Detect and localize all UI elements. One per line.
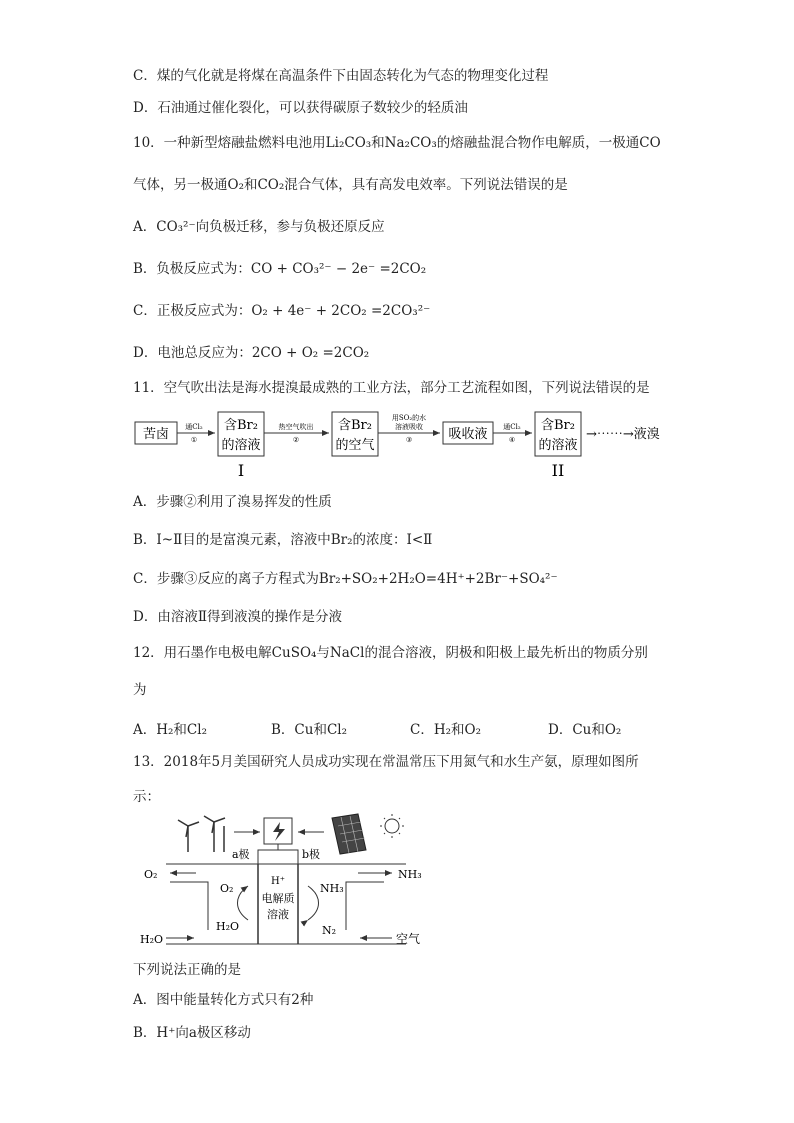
q13-stem-line2: 示：	[133, 789, 160, 805]
solar-panel-icon	[332, 814, 366, 854]
q11-stem: 11．空气吹出法是海水提溴最成熟的工业方法，部分工艺流程如图，下列说法错误的是	[133, 380, 650, 396]
cathode-label: b极	[302, 848, 321, 861]
q9-option-d: D．石油通过催化裂化，可以获得碳原子数较少的轻质油	[133, 100, 468, 116]
flow-roman-1: I	[237, 461, 245, 480]
o2-anode-label: O₂	[220, 882, 234, 895]
q9-option-c: C．煤的气化就是将煤在高温条件下由固态转化为气态的物理变化过程	[133, 68, 549, 84]
q12-option-b: B．Cu和Cl₂	[271, 722, 348, 738]
q11-flow-diagram	[130, 408, 690, 486]
h-plus-label: H⁺	[271, 876, 285, 887]
flow-tail-liquid-bromine: →⋯⋯→液溴	[586, 427, 660, 442]
q12-stem-line1: 12．用石墨作电极电解CuSO₄与NaCl的混合溶液，阴极和阳极上最先析出的物质分别	[133, 645, 648, 661]
q13-electrolysis-diagram	[136, 812, 436, 952]
q12-option-d: D．Cu和O₂	[548, 722, 622, 738]
h2o-in-label: H₂O	[140, 933, 164, 946]
q11-option-d: D．由溶液Ⅱ得到液溴的操作是分液	[133, 609, 342, 625]
flow-box3-line2: 的空气	[335, 438, 375, 453]
flow-step2-label: 热空气吹出	[278, 423, 314, 431]
flow-step4-label: 通Cl₂	[503, 423, 521, 431]
q12-stem-line2: 为	[133, 682, 147, 698]
sun-icon	[380, 814, 404, 838]
q11-option-c: C．步骤③反应的离子方程式为Br₂+SO₂+2H₂O=4H⁺+2Br⁻+SO₄²⁻	[133, 571, 558, 587]
power-source-icon	[264, 818, 292, 844]
anode-label: a极	[232, 848, 250, 861]
flow-step1-label: 通Cl₂	[185, 423, 203, 431]
flow-step1-num: ①	[190, 436, 198, 444]
nh3-cathode-label: NH₃	[320, 882, 344, 895]
electrolyte-label-2: 溶液	[267, 908, 289, 921]
flow-roman-2: II	[551, 461, 565, 480]
q11-option-a: A．步骤②利用了溴易挥发的性质	[133, 494, 332, 510]
electrolyte-label-1: 电解质	[261, 892, 295, 905]
flow-step4-num: ④	[508, 436, 516, 444]
flow-box3-line1: 含Br₂	[338, 418, 372, 433]
q10-option-a: A．CO₃²⁻向负极迁移，参与负极还原反应	[133, 219, 385, 235]
flow-box-absorbent: 吸收液	[448, 427, 488, 442]
q10-stem-line2: 气体，另一极通O₂和CO₂混合气体，具有高发电效率。下列说法错误的是	[133, 177, 568, 193]
q12-option-a: A．H₂和Cl₂	[133, 722, 207, 738]
flow-box5-line1: 含Br₂	[541, 418, 575, 433]
q10-option-d: D．电池总反应为：2CO + O₂ =2CO₂	[133, 345, 370, 361]
flow-step3-label2: 溶液吸收	[395, 423, 423, 431]
q12-option-c: C．H₂和O₂	[410, 722, 481, 738]
o2-out-label: O₂	[144, 868, 158, 881]
q11-option-b: B．Ⅰ~Ⅱ目的是富溴元素，溶液中Br₂的浓度：Ⅰ<Ⅱ	[133, 532, 433, 548]
q10-option-b: B．负极反应式为：CO + CO₃²⁻ − 2e⁻ =2CO₂	[133, 261, 427, 277]
flow-box5-line2: 的溶液	[538, 438, 578, 453]
air-label: 空气	[396, 932, 421, 946]
wind-turbine-icon	[178, 816, 225, 852]
h2o-anode-label: H₂O	[216, 920, 240, 933]
flow-step3-num: ③	[405, 436, 413, 444]
q10-stem-line1: 10．一种新型熔融盐燃料电池用Li₂CO₃和Na₂CO₃的熔融盐混合物作电解质，一极通CO	[133, 135, 661, 151]
flow-box2-line2: 的溶液	[221, 438, 261, 453]
flow-step2-num: ②	[292, 436, 300, 444]
n2-label: N₂	[322, 924, 337, 937]
nh3-out-label: NH₃	[398, 868, 422, 881]
flow-box2-line1: 含Br₂	[224, 418, 258, 433]
flow-step3-label1: 用SO₂的水	[391, 414, 427, 422]
q10-option-c: C．正极反应式为：O₂ + 4e⁻ + 2CO₂ =2CO₃²⁻	[133, 303, 431, 319]
flow-box-brine: 苦卤	[142, 427, 170, 442]
q13-option-b: B．H⁺向a极区移动	[133, 1025, 251, 1041]
q13-option-a: A．图中能量转化方式只有2种	[133, 992, 314, 1008]
q13-prompt: 下列说法正确的是	[133, 962, 241, 978]
q13-stem-line1: 13．2018年5月美国研究人员成功实现在常温常压下用氮气和水生产氨，原理如图所	[133, 754, 639, 770]
